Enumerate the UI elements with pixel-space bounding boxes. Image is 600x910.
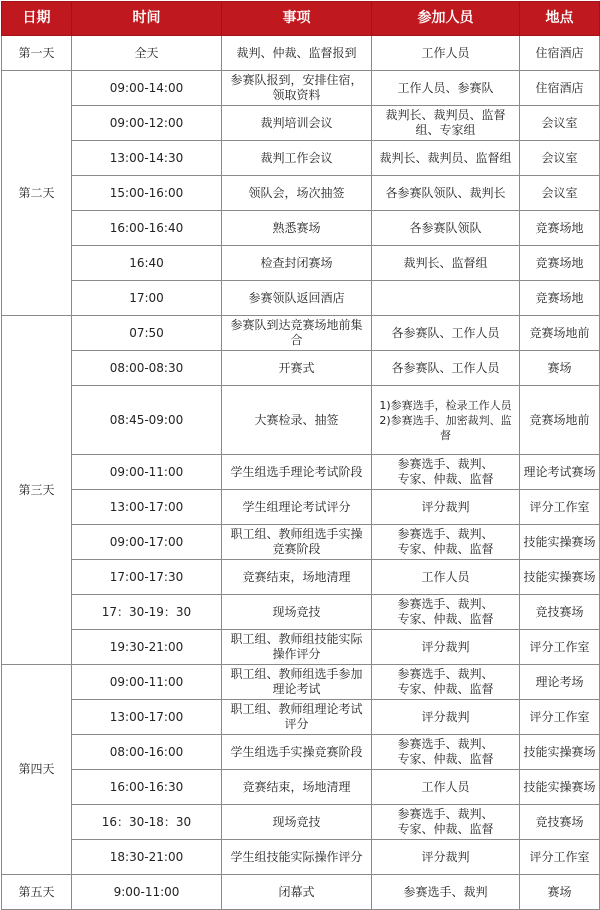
event-cell: 裁判、仲裁、监督报到: [222, 36, 372, 71]
table-row: [2, 351, 600, 386]
schedule-table: [1, 1, 600, 910]
people-cell: 各参赛队领队: [372, 211, 520, 246]
event-cell: 职工组、教师组选手实操竞赛阶段: [222, 525, 372, 560]
time-cell: 15:00-16:00: [72, 176, 222, 211]
event-cell: 熟悉赛场: [222, 211, 372, 246]
table-row: [2, 455, 600, 490]
people-cell: 评分裁判: [372, 840, 520, 875]
place-cell: 技能实操赛场: [520, 525, 600, 560]
people-cell: 参赛选手、裁判: [372, 875, 520, 910]
place-cell: 住宿酒店: [520, 36, 600, 71]
event-cell: 大赛检录、抽签: [222, 386, 372, 455]
people-cell: 参赛选手、裁判、 专家、仲裁、监督: [372, 665, 520, 700]
table-row: [2, 386, 600, 455]
time-cell: 09:00-11:00: [72, 665, 222, 700]
people-cell: 工作人员: [372, 560, 520, 595]
place-cell: 竞赛场地: [520, 211, 600, 246]
event-cell: 裁判培训会议: [222, 106, 372, 141]
event-cell: 现场竞技: [222, 805, 372, 840]
people-cell: 工作人员: [372, 770, 520, 805]
event-cell: 职工组、教师组理论考试评分: [222, 700, 372, 735]
place-cell: 理论考场: [520, 665, 600, 700]
people-cell: 参赛选手、裁判、 专家、仲裁、监督: [372, 805, 520, 840]
place-cell: 竞技赛场: [520, 595, 600, 630]
table-row: [2, 246, 600, 281]
day-cell-2: 第二天: [2, 71, 72, 316]
place-cell: 竞技赛场: [520, 805, 600, 840]
people-cell: 工作人员、参赛队: [372, 71, 520, 106]
table-row: [2, 630, 600, 665]
place-cell: 会议室: [520, 176, 600, 211]
people-cell: 1)参赛选手，检录工作人员 2)参赛选手、加密裁判、监督: [372, 386, 520, 455]
time-cell: 9:00-11:00: [72, 875, 222, 910]
place-cell: 技能实操赛场: [520, 735, 600, 770]
place-cell: 会议室: [520, 141, 600, 176]
table-row: [2, 525, 600, 560]
time-cell: 17:00: [72, 281, 222, 316]
place-cell: 评分工作室: [520, 700, 600, 735]
table-row: [2, 840, 600, 875]
time-cell: 17:00-17:30: [72, 560, 222, 595]
place-cell: 技能实操赛场: [520, 770, 600, 805]
people-cell: 裁判长、裁判员、监督组、专家组: [372, 106, 520, 141]
day-cell-5: 第五天: [2, 875, 72, 910]
table-row: [2, 805, 600, 840]
table-row: [2, 595, 600, 630]
event-cell: 参赛队到达竞赛场地前集合: [222, 316, 372, 351]
place-cell: 评分工作室: [520, 490, 600, 525]
place-cell: 评分工作室: [520, 630, 600, 665]
time-cell: 18:30-21:00: [72, 840, 222, 875]
table-row: [2, 141, 600, 176]
place-cell: 竞赛场地前: [520, 386, 600, 455]
people-cell: 工作人员: [372, 36, 520, 71]
day-cell-3: 第三天: [2, 316, 72, 665]
event-cell: 竞赛结束，场地清理: [222, 560, 372, 595]
header-event: 事项: [222, 2, 372, 36]
table-row: [2, 71, 600, 106]
time-cell: 19:30-21:00: [72, 630, 222, 665]
header-row: [2, 2, 600, 36]
header-date: 日期: [2, 2, 72, 36]
event-cell: 参赛领队返回酒店: [222, 281, 372, 316]
table-row: [2, 490, 600, 525]
event-cell: 职工组、教师组选手参加理论考试: [222, 665, 372, 700]
place-cell: 住宿酒店: [520, 71, 600, 106]
table-row: [2, 700, 600, 735]
event-cell: 开赛式: [222, 351, 372, 386]
table-row: [2, 875, 600, 910]
place-cell: 评分工作室: [520, 840, 600, 875]
table-row: [2, 316, 600, 351]
day-cell-1: 第一天: [2, 36, 72, 71]
table-row: [2, 770, 600, 805]
time-cell: 08:00-16:00: [72, 735, 222, 770]
place-cell: 竞赛场地前: [520, 316, 600, 351]
place-cell: 会议室: [520, 106, 600, 141]
event-cell: 学生组理论考试评分: [222, 490, 372, 525]
time-cell: 13:00-14:30: [72, 141, 222, 176]
time-cell: 17：30-19：30: [72, 595, 222, 630]
time-cell: 16:00-16:40: [72, 211, 222, 246]
time-cell: 09:00-12:00: [72, 106, 222, 141]
event-cell: 职工组、教师组技能实际操作评分: [222, 630, 372, 665]
place-cell: 赛场: [520, 351, 600, 386]
header-place: 地点: [520, 2, 600, 36]
header-time: 时间: [72, 2, 222, 36]
people-cell: 评分裁判: [372, 630, 520, 665]
table-row: [2, 176, 600, 211]
people-cell: 评分裁判: [372, 490, 520, 525]
time-cell: 09:00-11:00: [72, 455, 222, 490]
event-cell: 现场竞技: [222, 595, 372, 630]
event-cell: 领队会，场次抽签: [222, 176, 372, 211]
table-row: [2, 106, 600, 141]
event-cell: 闭幕式: [222, 875, 372, 910]
people-cell: 评分裁判: [372, 700, 520, 735]
event-cell: 学生组技能实际操作评分: [222, 840, 372, 875]
place-cell: 竞赛场地: [520, 281, 600, 316]
time-cell: 16:40: [72, 246, 222, 281]
table-row: [2, 735, 600, 770]
people-cell: 各参赛队、工作人员: [372, 351, 520, 386]
time-cell: 08:00-08:30: [72, 351, 222, 386]
header-people: 参加人员: [372, 2, 520, 36]
people-cell: 参赛选手、裁判、 专家、仲裁、监督: [372, 455, 520, 490]
place-cell: 技能实操赛场: [520, 560, 600, 595]
event-cell: 学生组选手理论考试阶段: [222, 455, 372, 490]
table-row: [2, 560, 600, 595]
people-cell: 参赛选手、裁判、 专家、仲裁、监督: [372, 735, 520, 770]
place-cell: 赛场: [520, 875, 600, 910]
time-cell: 09:00-17:00: [72, 525, 222, 560]
people-cell: 裁判长、监督组: [372, 246, 520, 281]
people-cell: 裁判长、裁判员、监督组: [372, 141, 520, 176]
table-row: [2, 665, 600, 700]
table-row: [2, 211, 600, 246]
table-row: [2, 281, 600, 316]
day-cell-4: 第四天: [2, 665, 72, 875]
people-cell: 参赛选手、裁判、 专家、仲裁、监督: [372, 595, 520, 630]
event-cell: 裁判工作会议: [222, 141, 372, 176]
time-cell: 09:00-14:00: [72, 71, 222, 106]
people-cell: 各参赛队、工作人员: [372, 316, 520, 351]
time-cell: 07:50: [72, 316, 222, 351]
time-cell: 全天: [72, 36, 222, 71]
people-cell: 参赛选手、裁判、 专家、仲裁、监督: [372, 525, 520, 560]
people-cell: [372, 281, 520, 316]
place-cell: 理论考试赛场: [520, 455, 600, 490]
event-cell: 参赛队报到，安排住宿，领取资料: [222, 71, 372, 106]
time-cell: 13:00-17:00: [72, 490, 222, 525]
time-cell: 16:00-16:30: [72, 770, 222, 805]
place-cell: 竞赛场地: [520, 246, 600, 281]
event-cell: 检查封闭赛场: [222, 246, 372, 281]
time-cell: 08:45-09:00: [72, 386, 222, 455]
time-cell: 16：30-18：30: [72, 805, 222, 840]
event-cell: 学生组选手实操竞赛阶段: [222, 735, 372, 770]
people-cell: 各参赛队领队、裁判长: [372, 176, 520, 211]
table-row: [2, 36, 600, 71]
time-cell: 13:00-17:00: [72, 700, 222, 735]
event-cell: 竞赛结束，场地清理: [222, 770, 372, 805]
